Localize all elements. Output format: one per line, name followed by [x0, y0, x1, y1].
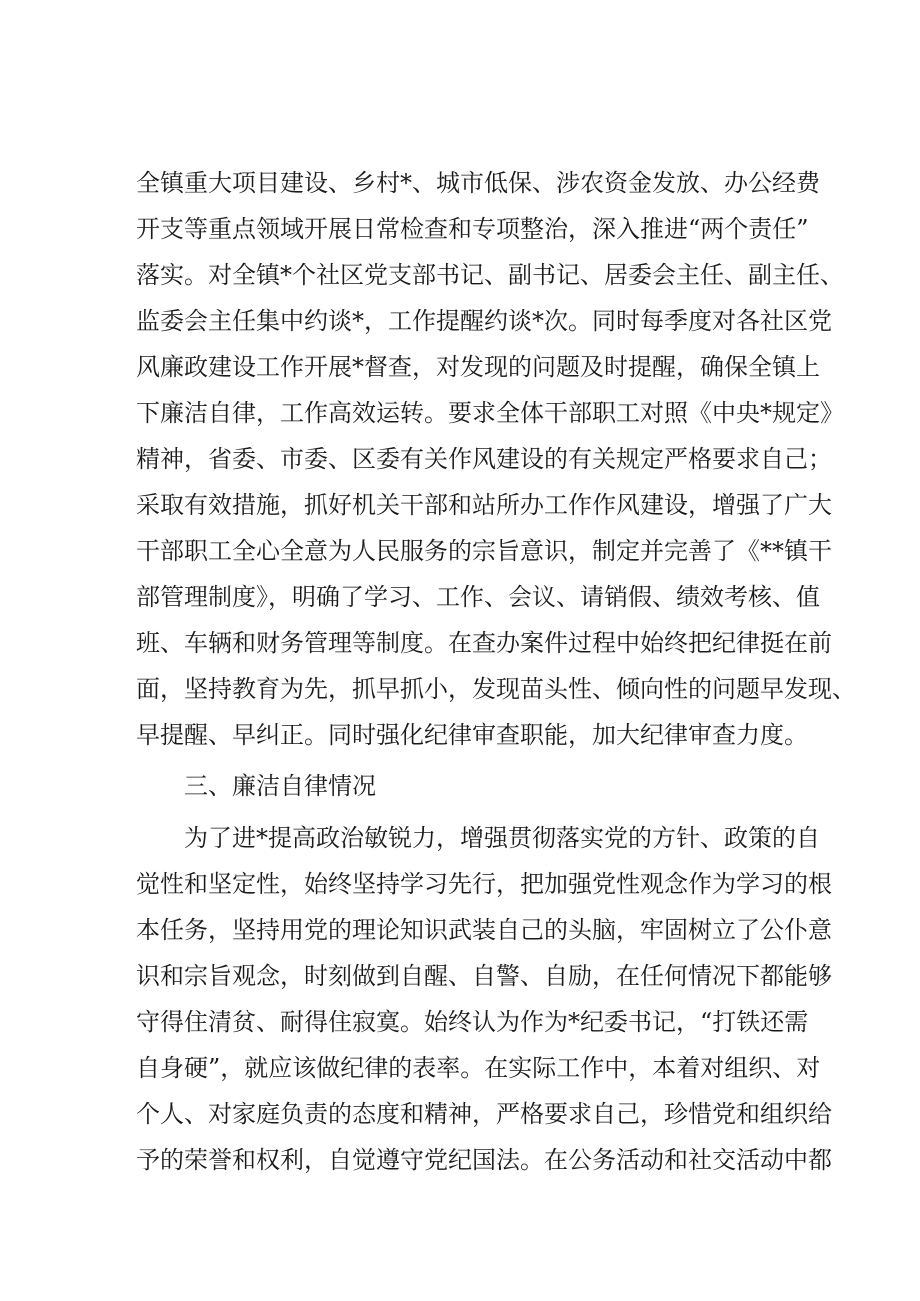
- paragraph-1-line-2: 开支等重点领域开展日常检查和专项整治，深入推进“两个责任”: [136, 215, 809, 243]
- paragraph-1-line-6: 下廉洁自律，工作高效运转。要求全体干部职工对照《中央*规定》: [136, 399, 844, 427]
- paragraph-2-line-7: 个人、对家庭负责的态度和精神，严格要求自己，珍惜党和组织给: [136, 1100, 832, 1128]
- paragraph-2-line-1: 为了进*提高政治敏锐力，增强贯彻落实党的方针、政策的自: [184, 824, 820, 852]
- section-heading: 三、廉洁自律情况: [184, 772, 376, 800]
- paragraph-2-line-6: 自身硬”，就应该做纪律的表率。在实际工作中，本着对组织、对: [136, 1054, 821, 1082]
- paragraph-1-line-3: 落实。对全镇*个社区党支部书记、副书记、居委会主任、副主任、: [136, 261, 844, 289]
- paragraph-1-line-9: 干部职工全心全意为人民服务的宗旨意识，制定并完善了《**镇干: [136, 537, 832, 565]
- paragraph-1-line-13: 早提醒、早纠正。同时强化纪律审查职能，加大纪律审查力度。: [136, 721, 808, 749]
- paragraph-1-line-12: 面，坚持教育为先，抓早抓小，发现苗头性、倾向性的问题早发现、: [136, 675, 856, 703]
- paragraph-1-line-4: 监委会主任集中约谈*，工作提醒约谈*次。同时每季度对各社区党: [136, 307, 832, 335]
- paragraph-2-line-5: 守得住清贫、耐得住寂寞。始终认为作为*纪委书记，“打铁还需: [136, 1008, 809, 1036]
- paragraph-1-line-1: 全镇重大项目建设、乡村*、城市低保、涉农资金发放、办公经费: [136, 169, 820, 197]
- paragraph-1-line-11: 班、车辆和财务管理等制度。在查办案件过程中始终把纪律挺在前: [136, 629, 832, 657]
- paragraph-2-line-3: 本任务，坚持用党的理论知识武装自己的头脑，牢固树立了公仆意: [136, 916, 832, 944]
- paragraph-1-line-5: 风廉政建设工作开展*督查，对发现的问题及时提醒，确保全镇上: [136, 353, 820, 381]
- paragraph-2-line-4: 识和宗旨观念，时刻做到自醒、自警、自励，在任何情况下都能够: [136, 962, 832, 990]
- paragraph-2-line-8: 予的荣誉和权利，自觉遵守党纪国法。在公务活动和社交活动中都: [136, 1146, 832, 1174]
- paragraph-2-line-2: 觉性和坚定性，始终坚持学习先行，把加强党性观念作为学习的根: [136, 870, 832, 898]
- paragraph-1-line-8: 采取有效措施，抓好机关干部和站所办工作作风建设，增强了广大: [136, 491, 832, 519]
- paragraph-1-line-10: 部管理制度》，明确了学习、工作、会议、请销假、绩效考核、值: [136, 583, 820, 611]
- paragraph-1-line-7: 精神，省委、市委、区委有关作风建设的有关规定严格要求自己；: [136, 445, 832, 473]
